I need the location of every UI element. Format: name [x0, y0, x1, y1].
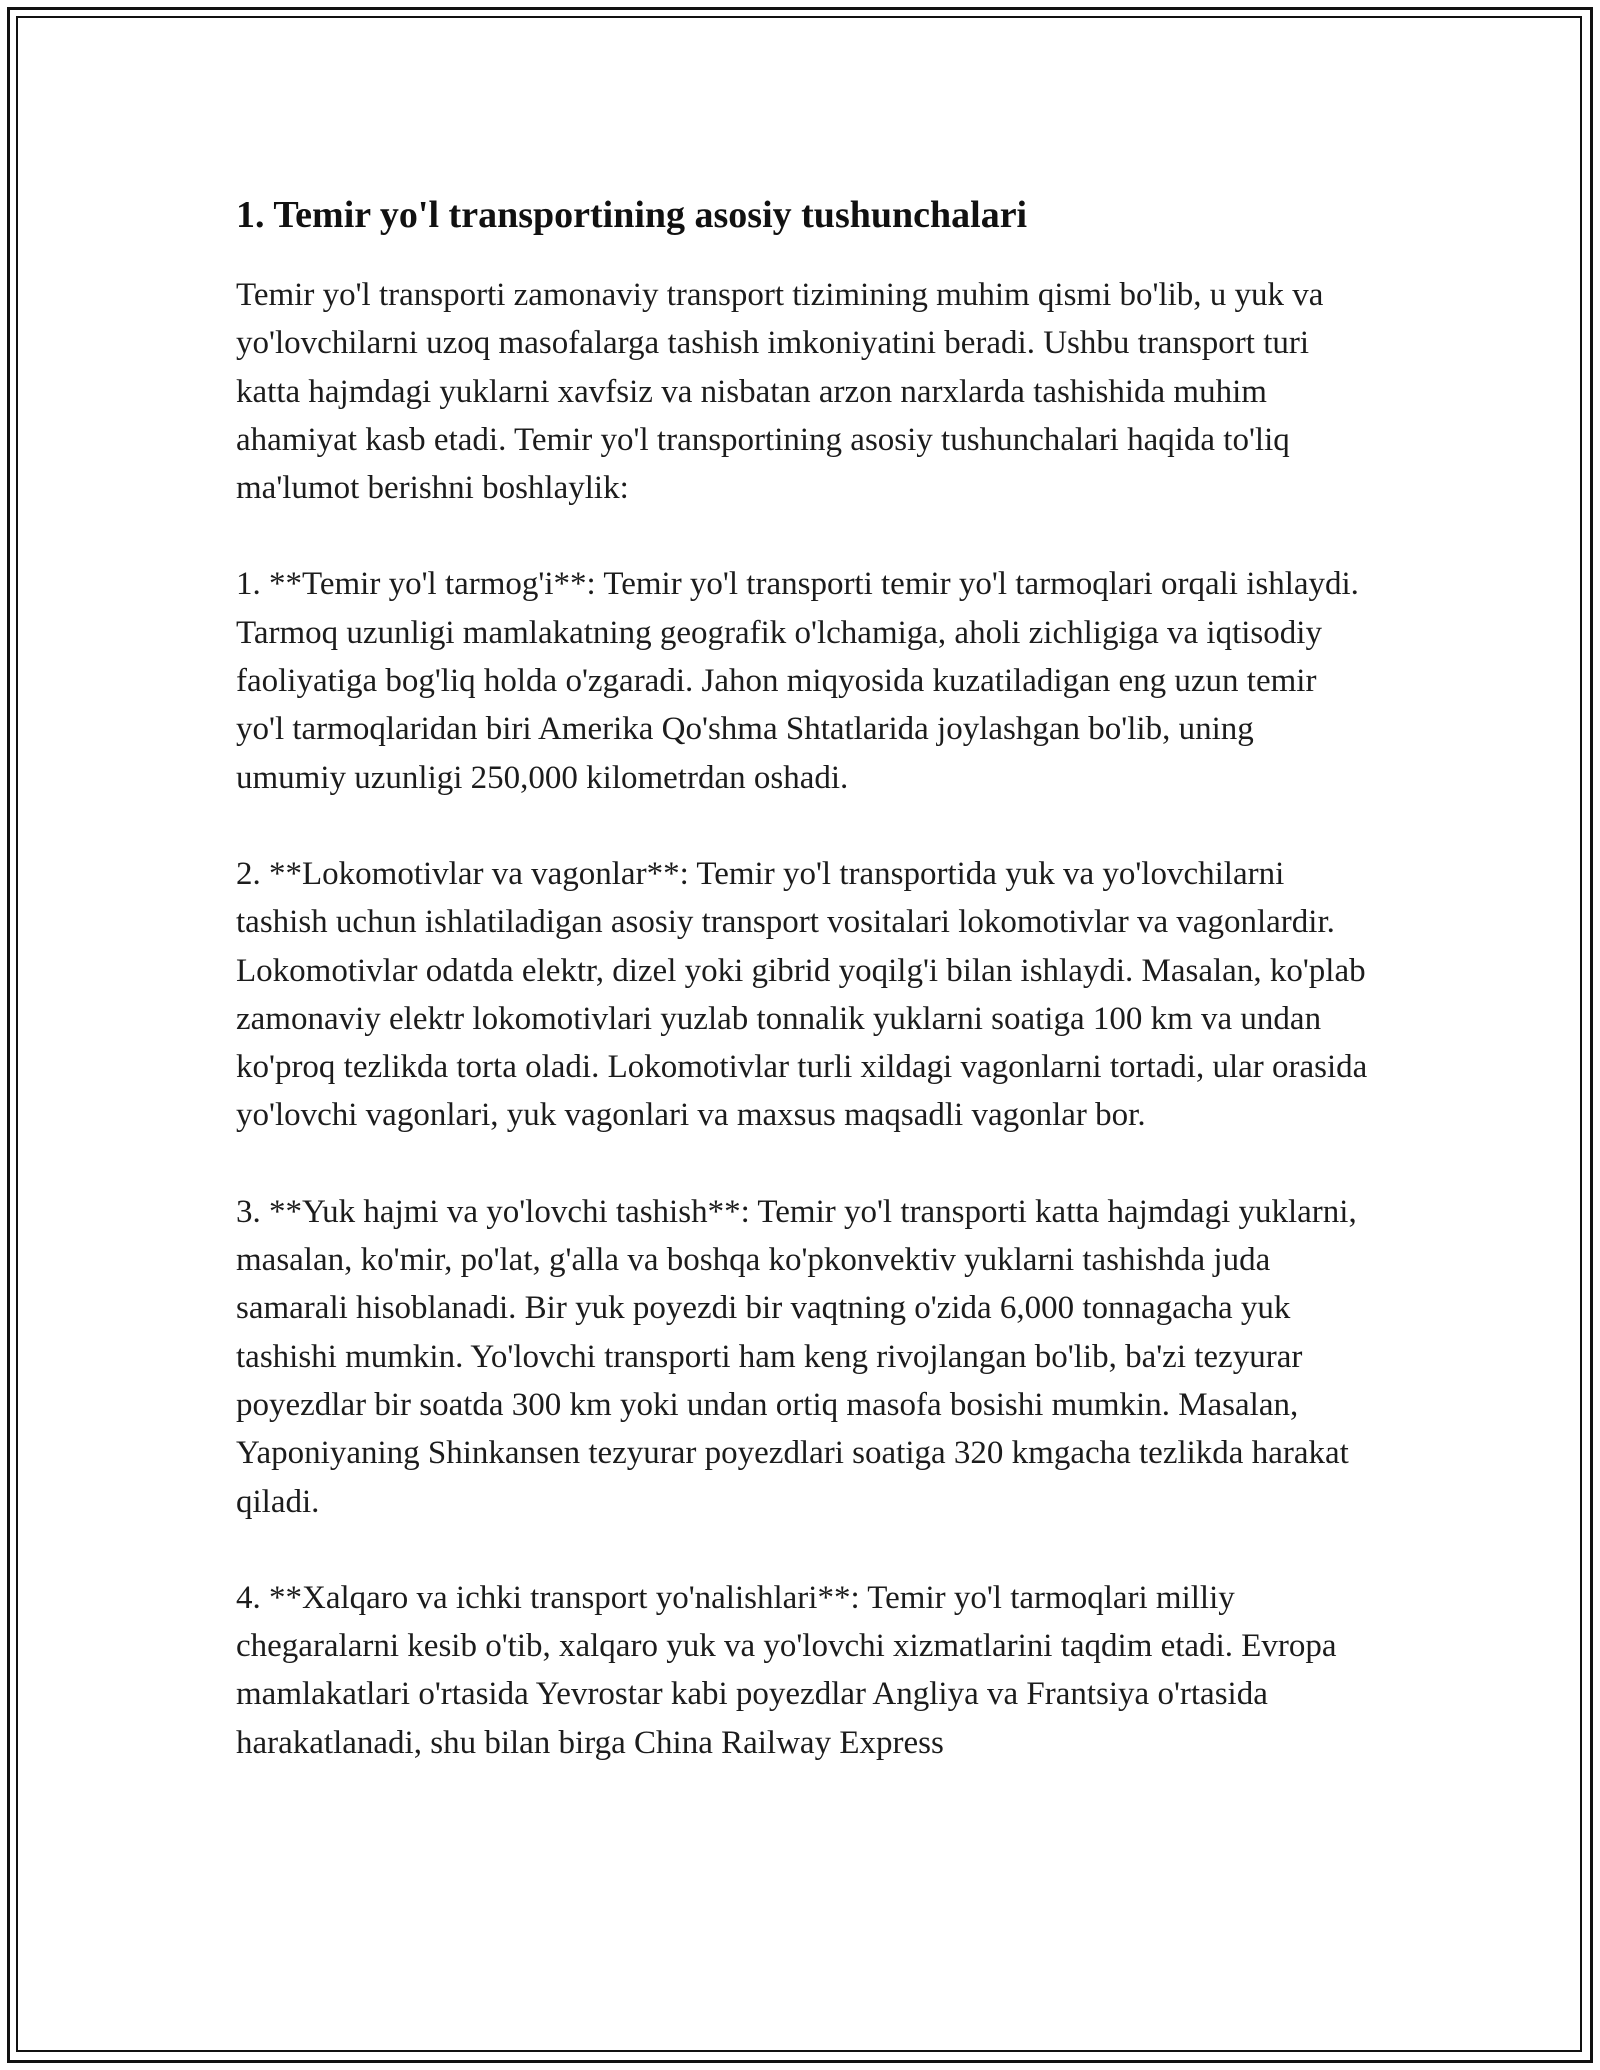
- paragraph-international-routes: 4. **Xalqaro va ichki transport yo'nalishlari**: Temir yo'l tarmoqlari milliy chegaralarni kesib o'tib, xalqaro yuk va yo'lovchi xizmatlarini taqdim etadi. Evropa mamlakatlari o'rtasida Yevrostar kabi poyezdlar Angliya va Frantsiya o'rtasida harakatlanadi, shu bilan birga China Railway Express: [236, 1579, 1337, 1761]
- intro-paragraph: Temir yo'l transporti zamonaviy transport tizimining muhim qismi bo'lib, u yuk va yo'lovchilarni uzoq masofalarga tashish imkoniyatini beradi. Ushbu transport turi katta hajmdagi yuklarni xavfsiz va nisbatan arzon narxlarda tashishida muhim ahamiyat kasb etadi. Temir yo'l transportining asosiy tushunchalari haqida to'liq ma'lumot berishni boshlaylik:: [236, 277, 1324, 507]
- paragraph-locomotives-wagons: 2. **Lokomotivlar va vagonlar**: Temir yo'l transportida yuk va yo'lovchilarni tashish uchun ishlatiladigan asosiy transport vositalari lokomotivlar va vagonlardir. Lokomotivlar odatda elektr, dizel yoki gibrid yoqilg'i bilan ishlaydi. Masalan, ko'plab zamonaviy elektr lokomotivlari yuzlab tonnalik yuklarni soatiga 100 km va undan ko'proq tezlikda torta oladi. Lokomotivlar turli xildagi vagonlarni tortadi, ular orasida yo'lovchi vagonlari, yuk vagonlari va maxsus maqsadli vagonlar bor.: [236, 855, 1368, 1134]
- document-body: [236, 186, 1371, 1815]
- section-heading: 1. Temir yo'l transportining asosiy tushunchalari: [236, 194, 1028, 236]
- paragraph-cargo-passenger: 3. **Yuk hajmi va yo'lovchi tashish**: Temir yo'l transporti katta hajmdagi yuklarni, masalan, ko'mir, po'lat, g'alla va boshqa ko'pkonvektiv yuklarni tashishda juda samarali hisoblanadi. Bir yuk poyezdi bir vaqtning o'zida 6,000 tonnagacha yuk tashishi mumkin. Yo'lovchi transporti ham keng rivojlangan bo'lib, ba'zi tezyurar poyezdlar bir soatda 300 km yoki undan ortiq masofa bosishi mumkin. Masalan, Yaponiyaning Shinkansen tezyurar poyezdlari soatiga 320 kmgacha tezlikda harakat qiladi.: [236, 1193, 1357, 1520]
- paragraph-railway-network: 1. **Temir yo'l tarmog'i**: Temir yo'l transporti temir yo'l tarmoqlari orqali ishlaydi. Tarmoq uzunligi mamlakatning geografik o'lchamiga, aholi zichligiga va iqtisodiy faoliyatiga bog'liq holda o'zgaradi. Jahon miqyosida kuzatiladigan eng uzun temir yo'l tarmoqlaridan biri Amerika Qo'shma Shtatlarida joylashgan bo'lib, uning umumiy uzunligi 250,000 kilometrdan oshadi.: [236, 566, 1359, 796]
